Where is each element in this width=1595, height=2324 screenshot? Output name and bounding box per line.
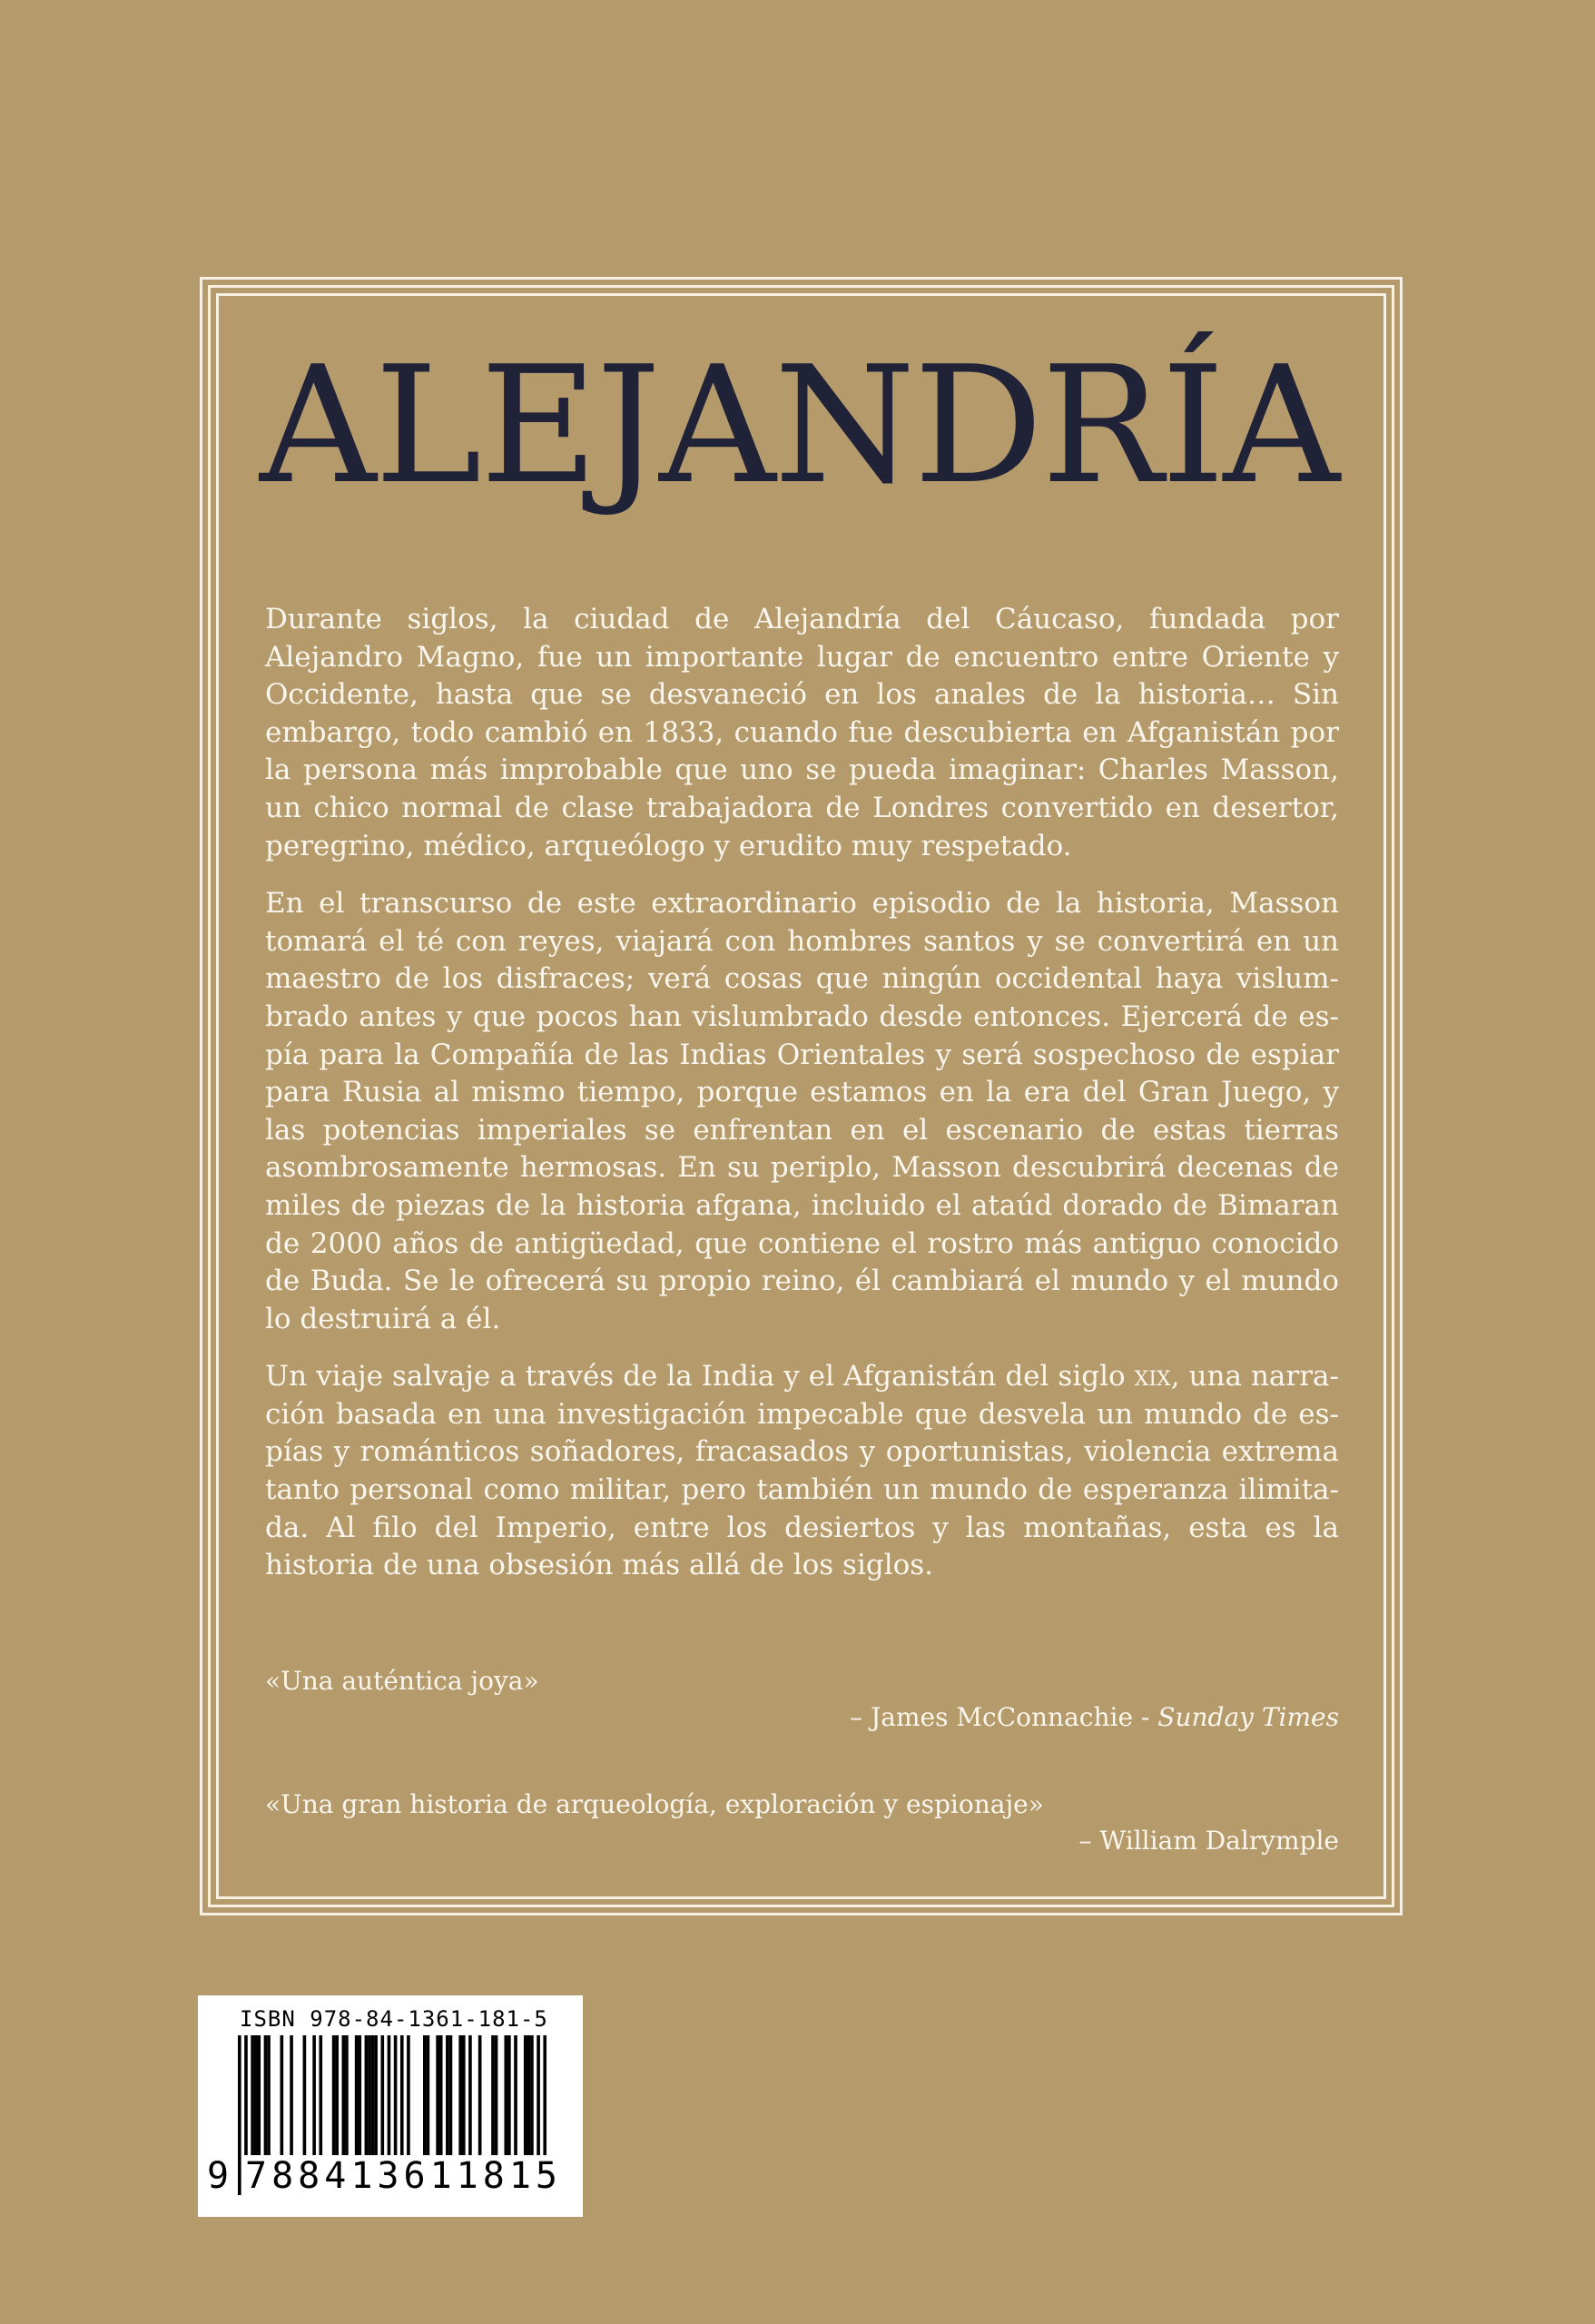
barcode-bar [267, 2035, 271, 2162]
barcode-bar [380, 2035, 384, 2162]
barcode-bar [358, 2035, 361, 2162]
synopsis-paragraph-3 [265, 1358, 1339, 1585]
isbn-first-digit: 9 [207, 2155, 230, 2197]
barcode-bar [332, 2035, 336, 2162]
synopsis [265, 601, 1339, 1605]
barcode-bar [449, 2035, 453, 2162]
isbn-barcode-box [198, 1995, 583, 2217]
barcode-bar [439, 2035, 443, 2162]
barcode-bar [407, 2035, 410, 2162]
barcode-bar [427, 2035, 430, 2162]
barcode-bar [290, 2035, 293, 2162]
quote-1-source: Sunday Times [1157, 1702, 1339, 1732]
barcode-bar [342, 2035, 346, 2162]
barcode-bar [335, 2035, 339, 2162]
barcode-bar [264, 2035, 268, 2162]
barcode-bar [507, 2035, 511, 2162]
barcode-bar [446, 2035, 449, 2162]
review-quote-2 [265, 1787, 1339, 1859]
barcode-bar [491, 2035, 495, 2162]
barcode-bar [530, 2035, 534, 2162]
quote-2-attribution: – William Dalrymple [1078, 1826, 1339, 1856]
paragraph-3-start: Un viaje salvaje a través de la India y el Afganistán del siglo [265, 1360, 1135, 1393]
barcode-bar [254, 2035, 258, 2162]
barcode-bar [345, 2035, 349, 2162]
barcode-bar [468, 2035, 472, 2162]
barcode-bar [400, 2035, 404, 2162]
quote-1-author: – James McConnachie - [850, 1702, 1158, 1732]
barcode-bar [355, 2035, 359, 2162]
barcode-bar [478, 2035, 482, 2162]
quote-1-text: «Una auténtica joya» [265, 1666, 539, 1696]
barcode-bar [303, 2035, 307, 2162]
quote-1-attribution [265, 1699, 1339, 1736]
barcode-bar [524, 2035, 527, 2162]
book-title: ALEJANDRÍA [260, 331, 1338, 519]
isbn-label: ISBN 978-84-1361-181-5 [240, 2006, 548, 2032]
barcode-bar [527, 2035, 531, 2162]
barcode-bar [368, 2035, 371, 2162]
barcode-bar [257, 2035, 261, 2162]
isbn-digits: 788413611815 [245, 2155, 562, 2197]
century-numeral: xix [1134, 1360, 1171, 1393]
review-quote-1 [265, 1663, 1339, 1736]
barcode-bar [365, 2035, 369, 2162]
barcode-bar [514, 2035, 517, 2162]
synopsis-paragraph-2: En el transcurso de este extraordinario episodio de la historia, Masson tomará el té con reyes, viajará con hombres santos y se convertirá en un maestro de los disfraces; verá cosas que ningún occidental haya vislumbrado antes y que pocos han vislumbrado desde entonces. Ejercerá de espía para la Compañía de las Indias Orientales y será sospechoso de espiar para Rusia al mismo tiempo, porque estamos en la era del Gran Juego, y las potencias imperiales se enfrentan en el escenario de estas tierras asombrosamente hermosas. En su periplo, Masson descubrirá decenas de miles de piezas de la historia afgana, incluido el ataúd dorado de Bimaran de 2000 años de antigüedad, que contiene el rostro más antiguo conocido de Buda. Se le ofrecerá su propio reino, él cambiará el mundo y el mundo lo destruirá a él. [265, 887, 1339, 1335]
barcode-bar [319, 2035, 322, 2162]
barcode-bar [238, 2035, 241, 2195]
barcode-bar [504, 2035, 507, 2162]
barcode-bar [312, 2035, 316, 2162]
quote-2-text: «Una gran historia de arqueología, exploración y espionaje» [265, 1789, 1044, 1819]
barcode-bar [423, 2035, 427, 2162]
barcode-bar [436, 2035, 439, 2162]
barcode-bar [374, 2035, 378, 2162]
barcode-bar [458, 2035, 462, 2162]
barcode-bar [371, 2035, 375, 2162]
paragraph-3-end: , una narración basada en una investigación impecable que desvela un mundo de espías y románticos soñadores, fracasados y oportunistas, violencia extrema tanto personal como militar, pero también un mundo de esperanza ilimitada. Al filo del Imperio, entre los desiertos y las montañas, esta es la historia de una obsesión más allá de los siglos. [265, 1360, 1339, 1582]
barcode-bar [281, 2035, 284, 2162]
synopsis-paragraph-1: Durante siglos, la ciudad de Alejandría del Cáucaso, fundada por Alejandro Magno, fue un importante lugar de encuentro entre Oriente y Occidente, hasta que se desvaneció en los anales de la historia… Sin embargo, todo cambió en 1833, cuando fue descubierta en Afganistán por la persona más improbable que uno se pueda imaginar: Charles Masson, un chico normal de clase trabajadora de Londres convertido en desertor, peregrino, médico, arqueólogo y erudito muy respetado. [265, 603, 1339, 862]
barcode-bar [251, 2035, 254, 2162]
barcode-bar [495, 2035, 498, 2162]
barcode-bar [462, 2035, 466, 2162]
